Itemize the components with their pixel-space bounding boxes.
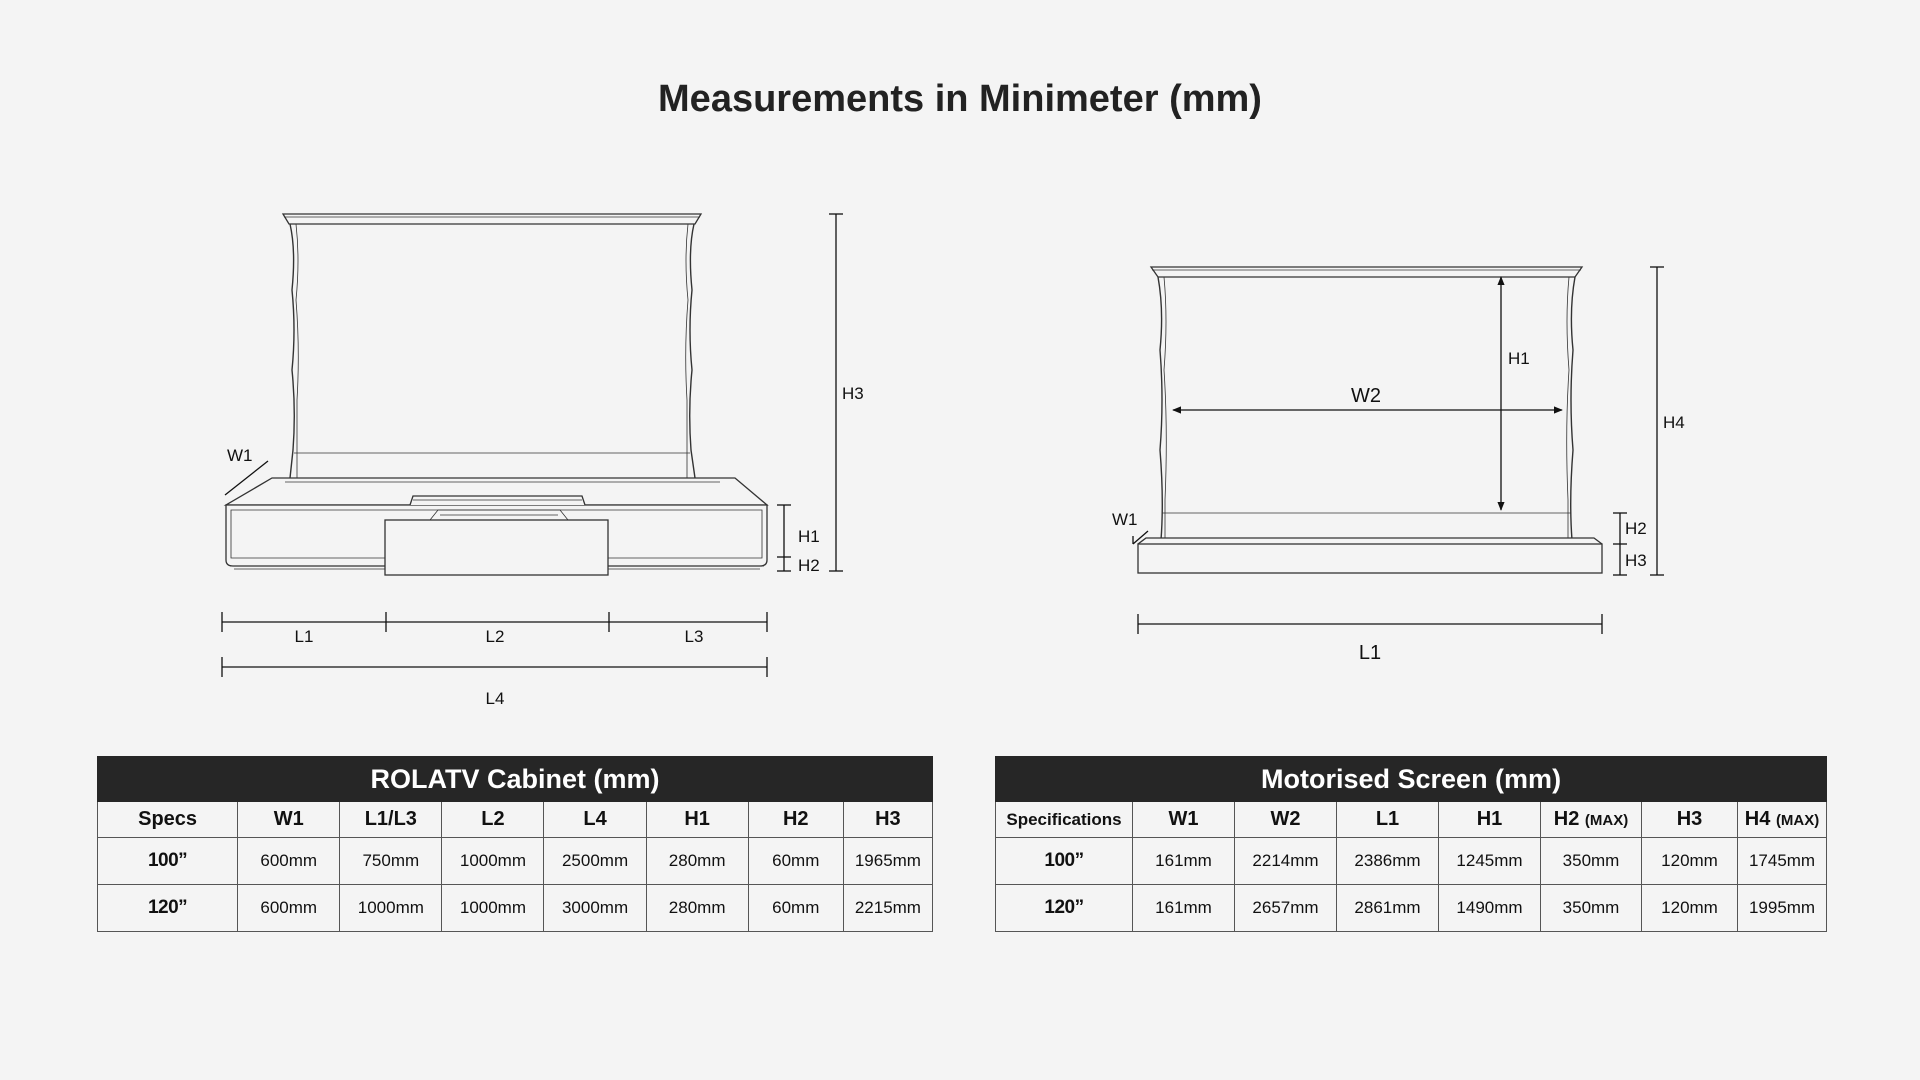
column-header: H3 — [1642, 802, 1738, 838]
cabinet-spec-table — [97, 756, 933, 932]
screen-w2-label: W2 — [1351, 385, 1381, 407]
table-cell: 1965mm — [843, 838, 932, 885]
column-header: Specifications — [996, 802, 1133, 838]
table-cell: 1245mm — [1439, 838, 1541, 885]
row-label: 120” — [98, 885, 238, 932]
screen-table-title: Motorised Screen (mm) — [996, 757, 1827, 802]
table-cell: 161mm — [1133, 885, 1235, 932]
cabinet-l1-label: L1 — [294, 627, 314, 646]
column-header: H1 — [646, 802, 748, 838]
column-header: W2 — [1235, 802, 1337, 838]
column-header: L2 — [442, 802, 544, 838]
table-cell: 2500mm — [544, 838, 646, 885]
table-cell: 1745mm — [1738, 838, 1827, 885]
table-cell: 2214mm — [1235, 838, 1337, 885]
column-header: L1/L3 — [340, 802, 442, 838]
header-text: H4 — [1744, 808, 1771, 830]
table-cell: 120mm — [1642, 838, 1738, 885]
table-cell: 2861mm — [1337, 885, 1439, 932]
table-cell: 600mm — [238, 838, 340, 885]
table-cell: 60mm — [748, 885, 843, 932]
table-cell: 2215mm — [843, 885, 932, 932]
row-label: 100” — [996, 838, 1133, 885]
header-suffix: (MAX) — [1584, 812, 1629, 829]
column-header: W1 — [1133, 802, 1235, 838]
cabinet-l4-label: L4 — [485, 689, 505, 708]
table-cell: 1490mm — [1439, 885, 1541, 932]
screen-l1-label: L1 — [1358, 642, 1382, 664]
cabinet-l3-label: L3 — [684, 627, 704, 646]
table-row — [996, 838, 1827, 885]
column-header: H2 — [748, 802, 843, 838]
table-cell: 1995mm — [1738, 885, 1827, 932]
screen-h2-label: H2 — [1625, 519, 1647, 538]
cabinet-h3-label: H3 — [842, 384, 864, 403]
column-header — [1541, 802, 1642, 838]
cabinet-dimension-lines — [222, 214, 843, 677]
table-cell: 60mm — [748, 838, 843, 885]
table-cell: 120mm — [1642, 885, 1738, 932]
column-header: L4 — [544, 802, 646, 838]
table-cell: 2657mm — [1235, 885, 1337, 932]
table-cell: 1000mm — [442, 885, 544, 932]
column-header: Specs — [98, 802, 238, 838]
table-cell: 280mm — [646, 838, 748, 885]
column-header: L1 — [1337, 802, 1439, 838]
screen-dimension-lines — [1133, 267, 1664, 634]
screen-spec-table — [995, 756, 1827, 932]
cabinet-table-title: ROLATV Cabinet (mm) — [98, 757, 933, 802]
screen-h1-label: H1 — [1508, 349, 1530, 368]
cabinet-h2-label: H2 — [798, 556, 820, 575]
screen-drawing — [1138, 267, 1602, 573]
table-cell: 600mm — [238, 885, 340, 932]
table-row — [98, 838, 933, 885]
row-label: 120” — [996, 885, 1133, 932]
cabinet-l2-label: L2 — [485, 627, 505, 646]
cabinet-drawing — [226, 214, 767, 575]
table-cell: 750mm — [340, 838, 442, 885]
table-row — [98, 885, 933, 932]
table-cell: 1000mm — [340, 885, 442, 932]
column-header: W1 — [238, 802, 340, 838]
cabinet-w1-label: W1 — [227, 446, 253, 465]
table-row — [996, 885, 1827, 932]
cabinet-h1-label: H1 — [798, 527, 820, 546]
column-header: H1 — [1439, 802, 1541, 838]
table-cell: 280mm — [646, 885, 748, 932]
column-header — [1738, 802, 1827, 838]
header-suffix: (MAX) — [1775, 812, 1820, 829]
screen-w1-label: W1 — [1112, 510, 1138, 529]
table-cell: 161mm — [1133, 838, 1235, 885]
table-cell: 2386mm — [1337, 838, 1439, 885]
table-cell: 350mm — [1541, 885, 1642, 932]
screen-h4-label: H4 — [1663, 413, 1685, 432]
screen-h3-label: H3 — [1625, 551, 1647, 570]
table-cell: 1000mm — [442, 838, 544, 885]
table-cell: 350mm — [1541, 838, 1642, 885]
row-label: 100” — [98, 838, 238, 885]
table-cell: 3000mm — [544, 885, 646, 932]
header-text: H2 — [1553, 808, 1580, 830]
column-header: H3 — [843, 802, 932, 838]
page-title: Measurements in Minimeter (mm) — [658, 78, 1262, 120]
